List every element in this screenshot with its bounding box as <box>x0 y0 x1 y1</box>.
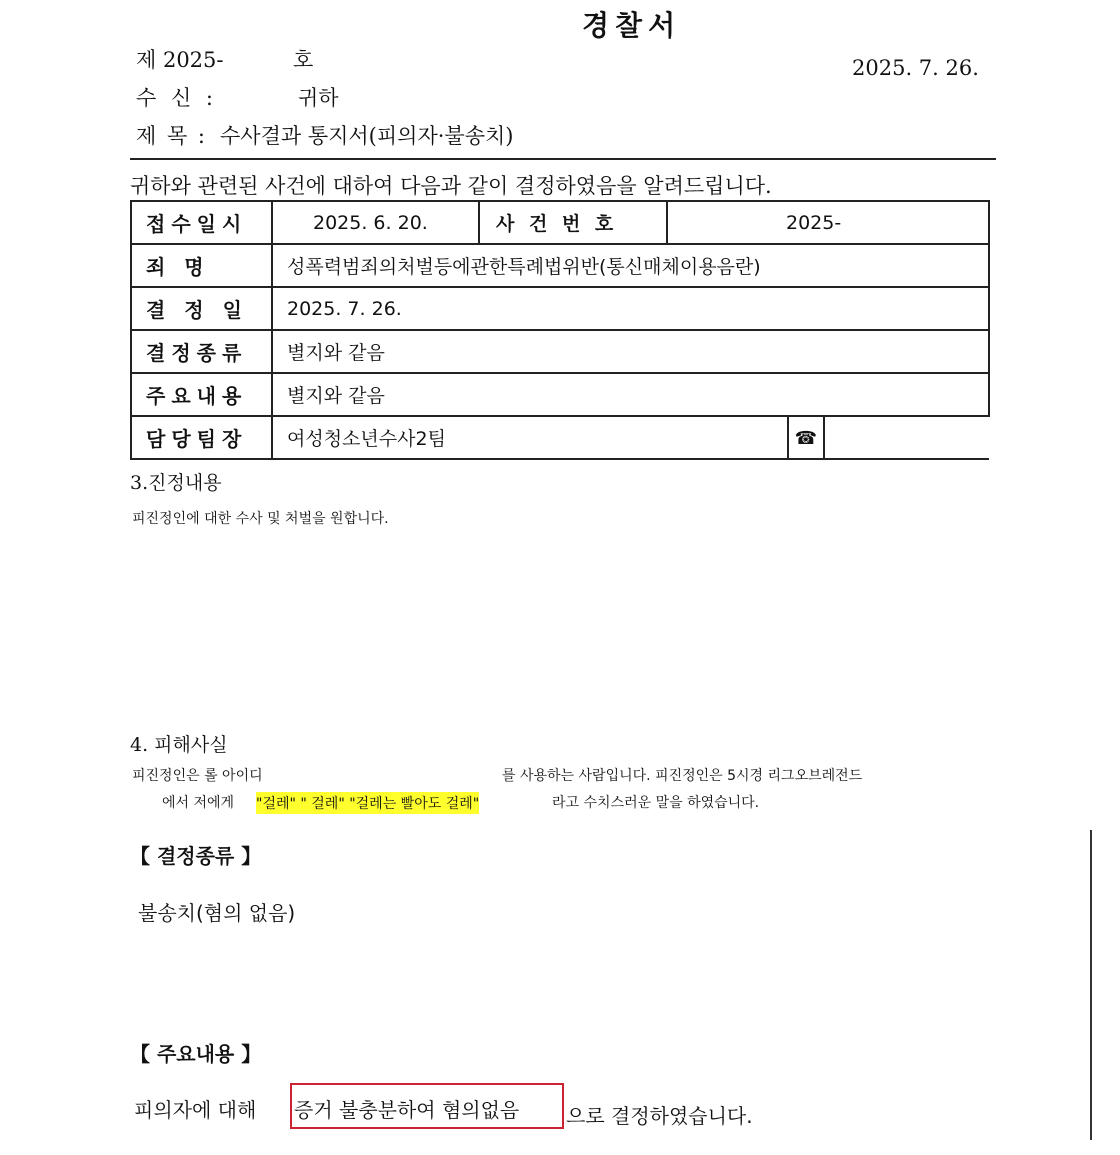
table-row <box>131 201 989 244</box>
damage-line2-end: 라고 수치스러운 말을 하였습니다. <box>552 795 760 811</box>
document-number-prefix: 제 2025- <box>136 48 224 72</box>
case-info-table <box>130 200 990 460</box>
phone-icon: ☎ <box>794 427 818 449</box>
decision-type-text: 불송치(혐의 없음) <box>138 901 296 925</box>
subject-label: 제 목 : <box>136 124 207 148</box>
document-title: 경찰서 <box>582 9 682 42</box>
damage-line1-start: 피진정인은 롤 아이디 <box>132 768 263 784</box>
decision-type-value: 별지와 같음 <box>272 330 989 373</box>
petition-text: 피진정인에 대한 수사 및 처벌을 원합니다. <box>132 511 389 527</box>
page-edge-line <box>1090 830 1092 1140</box>
main-text-boxed: 증거 불충분하여 혐의없음 <box>294 1098 520 1122</box>
receipt-label: 접수일시 <box>131 201 272 244</box>
intro-text: 귀하와 관련된 사건에 대하여 다음과 같이 결정하였음을 알려드립니다. <box>130 174 772 198</box>
table-row <box>131 244 989 287</box>
charge-label: 죄 명 <box>131 244 272 287</box>
table-row <box>131 287 989 330</box>
team-label: 담당팀장 <box>131 416 272 459</box>
main-content-heading: 【 주요내용 】 <box>130 1042 262 1066</box>
damage-line2-start: 에서 저에게 <box>162 795 235 811</box>
team-value: 여성청소년수사2팀 <box>272 416 788 459</box>
decision-date-value: 2025. 7. 26. <box>272 287 989 330</box>
table-row <box>131 416 989 459</box>
subject-value: 수사결과 통지서(피의자·불송치) <box>220 124 514 148</box>
recipient-value: 귀하 <box>298 86 339 110</box>
receipt-value: 2025. 6. 20. <box>272 201 479 244</box>
case-number-label: 사 건 번 호 <box>479 201 667 244</box>
main-content-value: 별지와 같음 <box>272 373 989 416</box>
document-number-suffix: 호 <box>293 48 314 72</box>
petition-heading: 3.진정내용 <box>130 472 222 494</box>
table-row <box>131 373 989 416</box>
decision-type-heading: 【 결정종류 】 <box>130 844 262 868</box>
main-text-start: 피의자에 대해 <box>134 1098 257 1122</box>
recipient-label: 수 신 : <box>136 86 217 110</box>
charge-value: 성폭력범죄의처벌등에관한특례법위반(통신매체이용음란) <box>272 244 989 287</box>
damage-heading: 4. 피해사실 <box>130 734 228 756</box>
table-row <box>131 330 989 373</box>
main-content-label: 주요내용 <box>131 373 272 416</box>
highlight-box <box>290 1083 564 1129</box>
highlighted-quote: "걸레" " 걸레" "걸레는 빨아도 걸레" <box>256 792 479 814</box>
phone-cell <box>788 416 824 459</box>
document-date: 2025. 7. 26. <box>852 56 979 80</box>
decision-date-label: 결 정 일 <box>131 287 272 330</box>
decision-type-label: 결정종류 <box>131 330 272 373</box>
main-text-end: 으로 결정하였습니다. <box>566 1104 753 1128</box>
phone-number-cell <box>824 416 989 459</box>
damage-line1-end: 를 사용하는 사람입니다. 피진정인은 5시경 리그오브레전드 <box>502 768 863 784</box>
case-number-value: 2025- <box>667 201 989 244</box>
header-divider <box>130 158 996 160</box>
